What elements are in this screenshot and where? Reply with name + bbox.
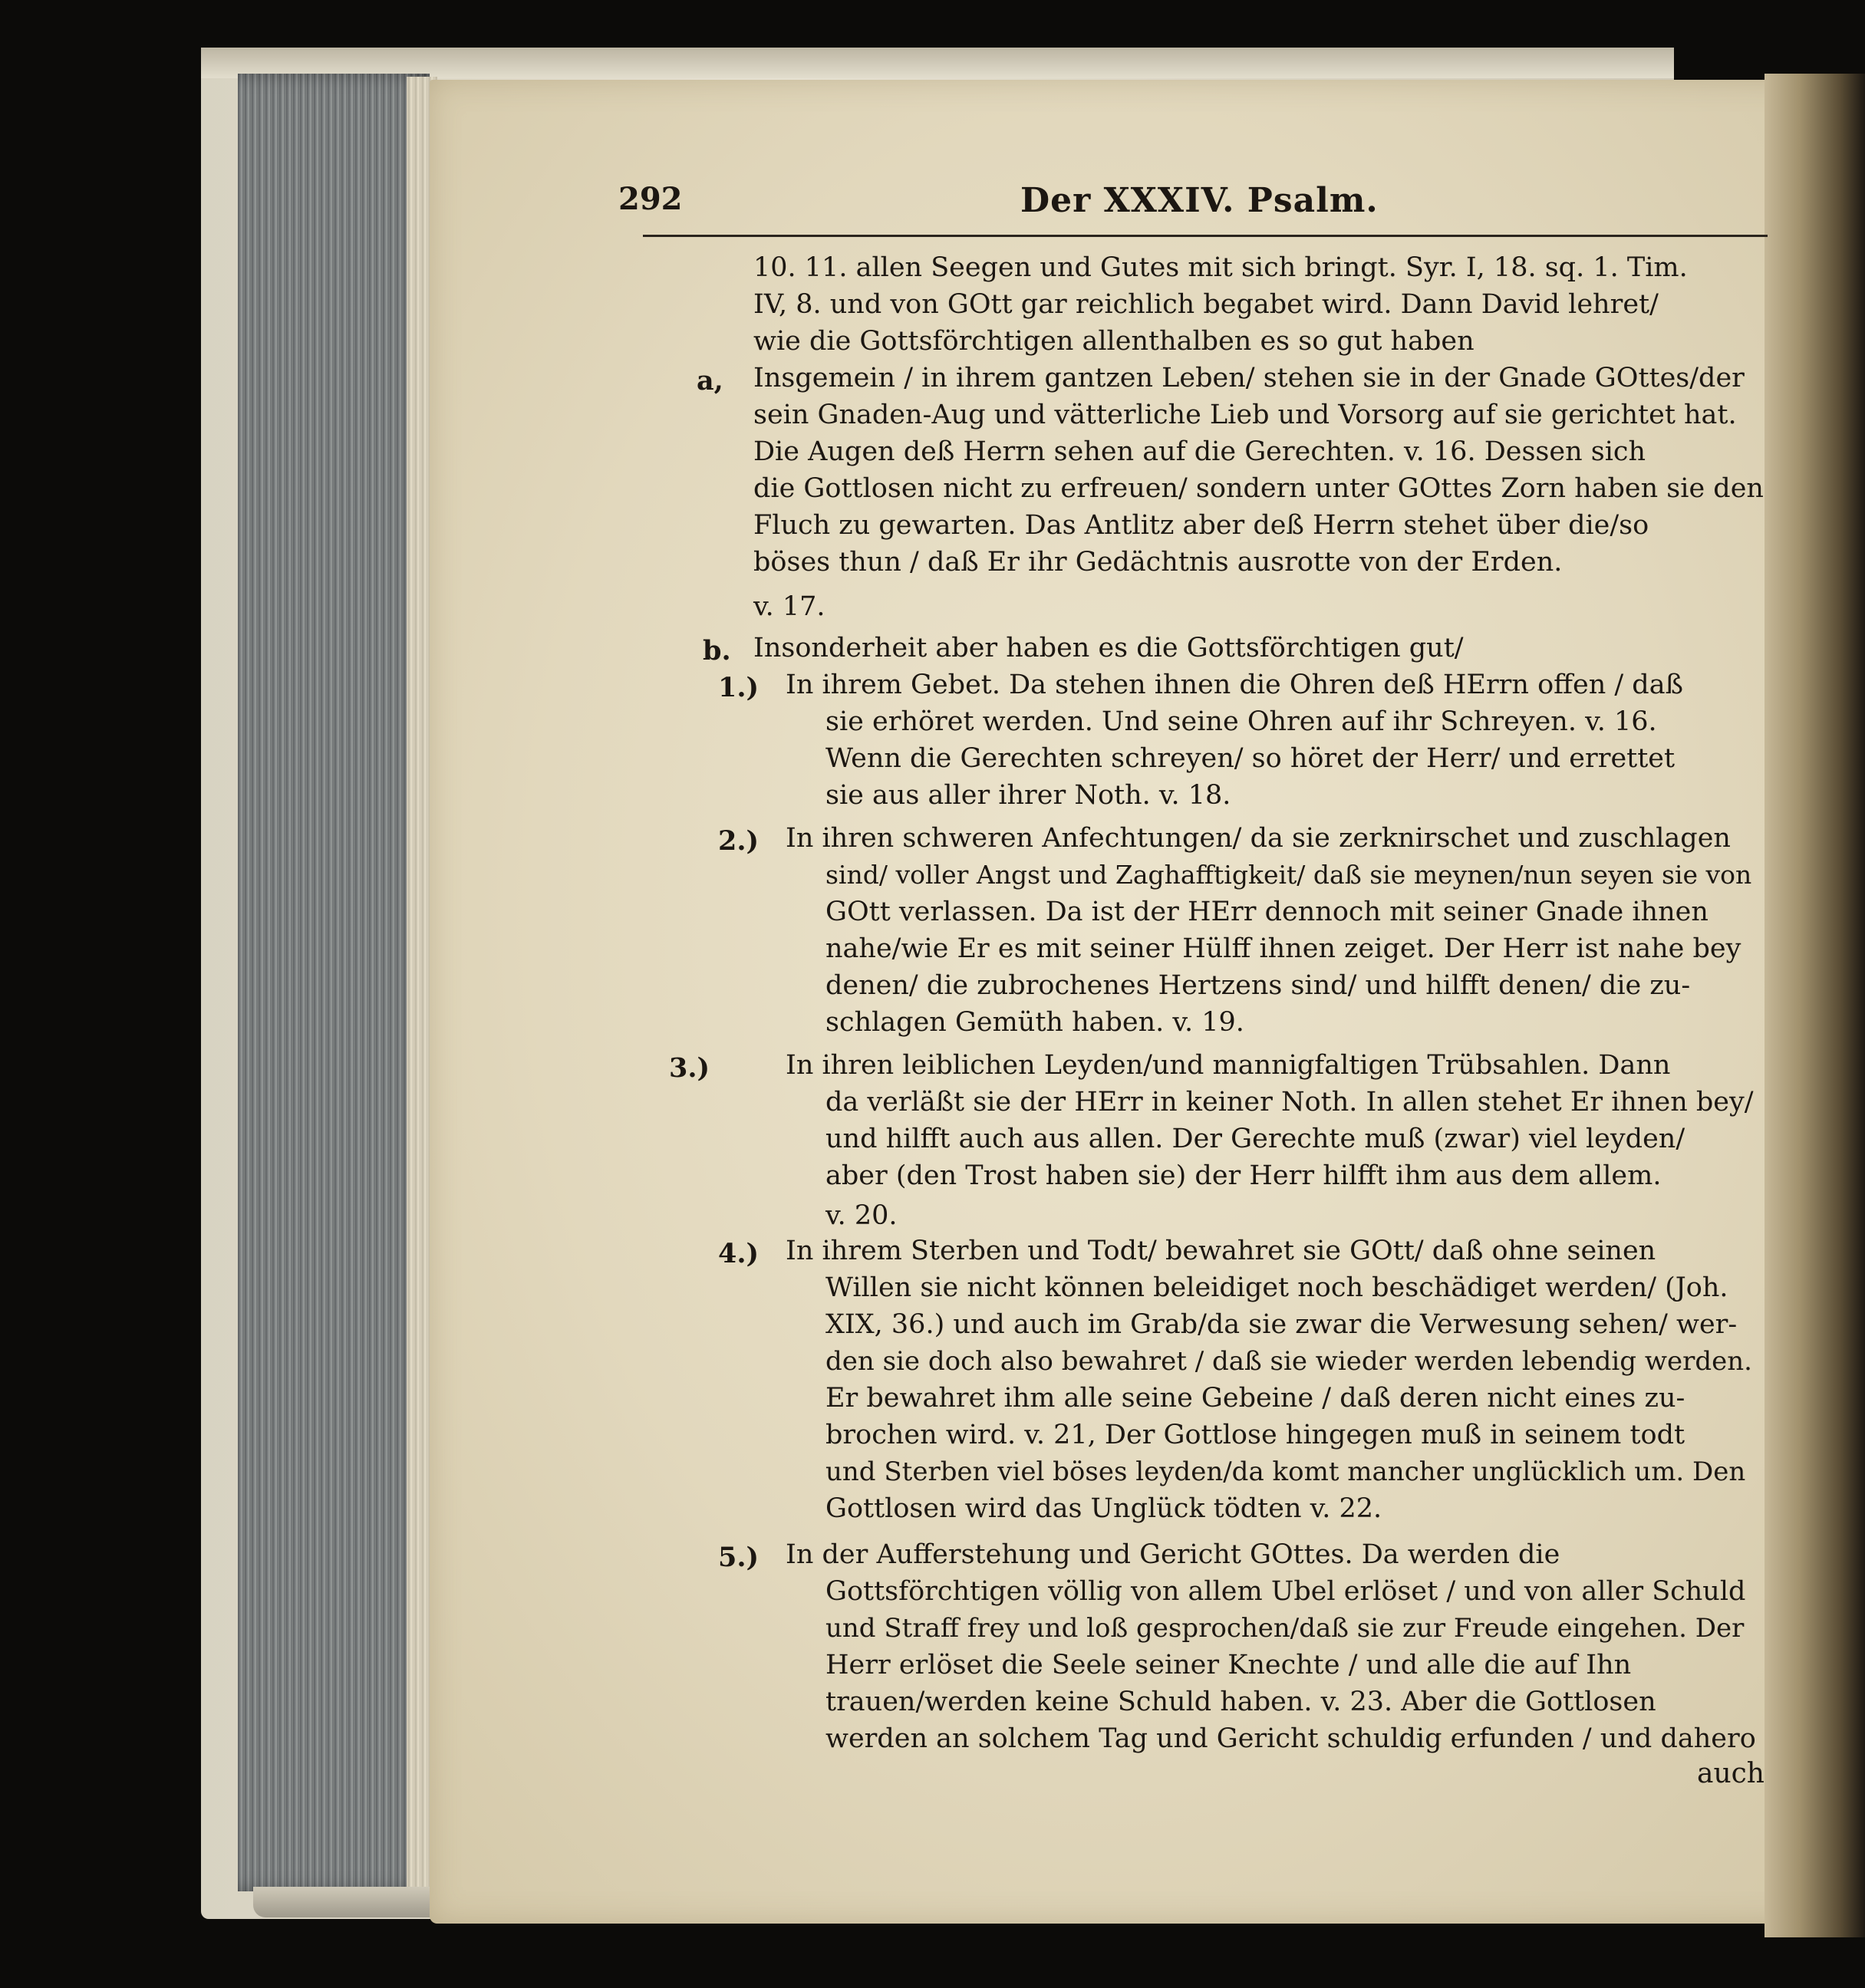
text-line: da verläßt sie der HErr in keiner Noth. In allen stehet Er ihnen bey/ xyxy=(825,1087,1754,1117)
text-line: In ihrem Sterben und Todt/ bewahret sie GOtt/ daß ohne seinen xyxy=(786,1236,1656,1266)
text-line: denen/ die zubrochenes Hertzens sind/ und hilfft denen/ die zu- xyxy=(825,970,1691,1001)
label-5: 5.) xyxy=(718,1542,760,1573)
text-line: IV, 8. und von GOtt gar reichlich begabet wird. Dann David lehret/ xyxy=(753,289,1659,320)
text-line: werden an solchem Tag und Gericht schuldig erfunden / und dahero xyxy=(825,1723,1756,1754)
page-block-edges xyxy=(238,74,430,1891)
text-line: XIX, 36.) und auch im Grab/da sie zwar die Verwesung sehen/ wer- xyxy=(825,1309,1738,1340)
text-line: und Straff frey und loß gesprochen/daß sie zur Freude eingehen. Der xyxy=(825,1613,1745,1644)
text-line: aber (den Trost haben sie) der Herr hilfft ihm aus dem allem. xyxy=(825,1160,1662,1191)
text-line: sie aus aller ihrer Noth. v. 18. xyxy=(825,780,1231,811)
text-line: sie erhöret werden. Und seine Ohren auf ihr Schreyen. v. 16. xyxy=(825,706,1657,737)
text-line: nahe/wie Er es mit seiner Hülff ihnen zeiget. Der Herr ist nahe bey xyxy=(825,933,1741,964)
running-title: Der XXXIV. Psalm. xyxy=(1020,181,1379,220)
text-line: GOtt verlassen. Da ist der HErr dennoch mit seiner Gnade ihnen xyxy=(825,897,1708,927)
text-line: In ihrem Gebet. Da stehen ihnen die Ohren deß HErrn offen / daß xyxy=(786,670,1683,700)
header-rule xyxy=(643,235,1768,237)
text-line: wie die Gottsförchtigen allenthalben es so gut haben xyxy=(753,326,1475,357)
text-line: die Gottlosen nicht zu erfreuen/ sondern unter GOttes Zorn haben sie den xyxy=(753,473,1764,504)
text-line: v. 20. xyxy=(825,1200,898,1231)
text-line: In der Aufferstehung und Gericht GOttes. Da werden die xyxy=(786,1539,1560,1570)
text-line: Gottsförchtigen völlig von allem Ubel erlöset / und von aller Schuld xyxy=(825,1576,1746,1607)
text-line: Fluch zu gewarten. Das Antlitz aber deß Herrn stehet über die/so xyxy=(753,510,1649,541)
page-number: 292 xyxy=(618,181,683,217)
text-line: Insonderheit aber haben es die Gottsförchtigen gut/ xyxy=(753,633,1464,663)
text-line: den sie doch also bewahret / daß sie wieder werden lebendig werden. xyxy=(825,1346,1752,1377)
text-line: In ihren schweren Anfechtungen/ da sie zerknirschet und zuschlagen xyxy=(786,823,1731,854)
catchword: auch xyxy=(1697,1758,1765,1789)
text-line: Insgemein / in ihrem gantzen Leben/ stehen sie in der Gnade GOttes/der xyxy=(753,363,1745,393)
label-4: 4.) xyxy=(718,1238,760,1269)
text-line: v. 17. xyxy=(753,591,825,622)
text-line: In ihren leiblichen Leyden/und mannigfaltigen Trübsahlen. Dann xyxy=(786,1050,1671,1081)
text-line: brochen wird. v. 21, Der Gottlose hingegen muß in seinem todt xyxy=(825,1420,1685,1450)
text-line: trauen/werden keine Schuld haben. v. 23. Aber die Gottlosen xyxy=(825,1687,1656,1717)
text-line: Gottlosen wird das Unglück tödten v. 22. xyxy=(825,1493,1382,1524)
text-line: Herr erlöset die Seele seiner Knechte / und alle die auf Ihn xyxy=(825,1650,1632,1680)
text-line: Die Augen deß Herrn sehen auf die Gerechten. v. 16. Dessen sich xyxy=(753,436,1646,467)
text-line: Wenn die Gerechten schreyen/ so höret der Herr/ und errettet xyxy=(825,743,1676,774)
text-line: sein Gnaden-Aug und vätterliche Lieb und Vorsorg auf sie gerichtet hat. xyxy=(753,400,1737,430)
label-b: b. xyxy=(703,635,731,667)
text-line: und hilfft auch aus allen. Der Gerechte muß (zwar) viel leyden/ xyxy=(825,1124,1685,1154)
label-1: 1.) xyxy=(718,672,760,703)
label-2: 2.) xyxy=(718,825,760,857)
label-a: a, xyxy=(697,365,723,397)
text-line: schlagen Gemüth haben. v. 19. xyxy=(825,1007,1244,1038)
text-line: böses thun / daß Er ihr Gedächtnis ausrotte von der Erden. xyxy=(753,547,1563,578)
text-line: sind/ voller Angst und Zaghafftigkeit/ daß sie meynen/nun seyen sie von xyxy=(825,860,1752,890)
text-line: Willen sie nicht können beleidiget noch beschädiget werden/ (Joh. xyxy=(825,1272,1728,1303)
book-gutter xyxy=(1765,74,1865,1937)
text-line: Er bewahret ihm alle seine Gebeine / daß deren nicht eines zu- xyxy=(825,1383,1685,1414)
label-3: 3.) xyxy=(669,1052,710,1084)
text-line: und Sterben viel böses leyden/da komt mancher unglücklich um. Den xyxy=(825,1456,1746,1487)
text-line: 10. 11. allen Seegen und Gutes mit sich bringt. Syr. I, 18. sq. 1. Tim. xyxy=(753,252,1688,283)
